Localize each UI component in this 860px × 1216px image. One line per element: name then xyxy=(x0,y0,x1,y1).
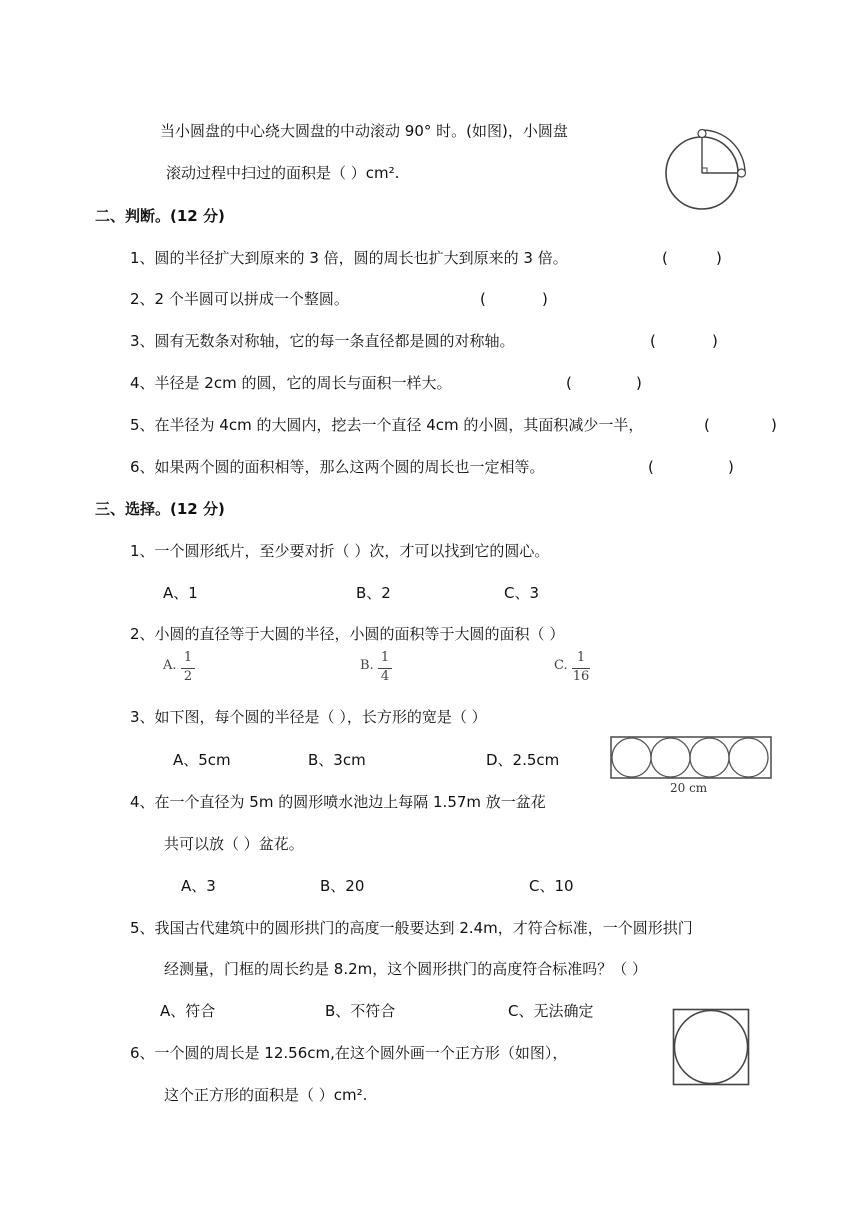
judge-item-5: 5、在半径为 4cm 的大圆内，挖去一个直径 4cm 的小圆，其面积减少一半， xyxy=(130,416,644,434)
q4-option-c[interactable]: C、10 xyxy=(529,877,574,895)
rectangle-outline xyxy=(611,737,771,778)
circle-3 xyxy=(690,738,729,777)
q2-option-a[interactable] xyxy=(163,650,203,690)
q2-option-c[interactable] xyxy=(554,650,602,690)
choice-q6-line-2: 这个正方形的面积是（ ）cm². xyxy=(164,1086,368,1104)
q2-option-b-numerator: 1 xyxy=(380,650,390,665)
circle-1 xyxy=(612,738,651,777)
judge-answer-open-4[interactable]: ( xyxy=(566,374,572,392)
figure-width-caption: 20 cm xyxy=(670,781,708,795)
q3-option-b[interactable]: B、3cm xyxy=(308,751,366,769)
circle-4 xyxy=(729,738,768,777)
rolling-disc-figure xyxy=(663,126,753,216)
judge-item-3: 3、圆有无数条对称轴，它的每一条直径都是圆的对称轴。 xyxy=(130,332,515,350)
q2-option-c-numerator: 1 xyxy=(576,650,586,665)
q4-option-b[interactable]: B、20 xyxy=(320,877,365,895)
q2-option-b-label: B. xyxy=(360,658,374,673)
choice-q4-line-2: 共可以放（ ）盆花。 xyxy=(164,835,304,853)
choice-q6-line-1: 6、一个圆的周长是 12.56cm,在这个圆外画一个正方形（如图）， xyxy=(130,1044,568,1062)
q1-option-b[interactable]: B、2 xyxy=(356,584,391,602)
judge-answer-close-6: ) xyxy=(728,458,734,476)
swept-arc-outer xyxy=(702,130,745,173)
judge-answer-close-3: ) xyxy=(712,332,718,350)
choice-q4-line-1: 4、在一个直径为 5m 的圆形喷水池边上每隔 1.57m 放一盆花 xyxy=(130,793,546,811)
judge-answer-close-4: ) xyxy=(636,374,642,392)
judge-item-6: 6、如果两个圆的面积相等，那么这两个圆的周长也一定相等。 xyxy=(130,458,545,476)
q1-option-c[interactable]: C、3 xyxy=(504,584,540,602)
inscribed-circle xyxy=(675,1011,748,1084)
small-disc-end xyxy=(738,169,746,177)
judge-item-4: 4、半径是 2cm 的圆，它的周长与面积一样大。 xyxy=(130,374,452,392)
four-circles-rectangle-figure xyxy=(610,736,774,782)
intro-line-2: 滚动过程中扫过的面积是（ ）cm². xyxy=(166,164,400,182)
judge-heading: 二、判断。(12 分) xyxy=(95,207,225,225)
q1-option-a[interactable]: A、1 xyxy=(163,584,198,602)
judge-item-1: 1、圆的半径扩大到原来的 3 倍，圆的周长也扩大到原来的 3 倍。 xyxy=(130,249,568,267)
choice-q3: 3、如下图，每个圆的半径是（ ），长方形的宽是（ ） xyxy=(130,708,487,726)
judge-answer-close-2: ) xyxy=(542,290,548,308)
q2-option-a-label: A. xyxy=(163,658,177,673)
q2-option-a-numerator: 1 xyxy=(183,650,193,665)
judge-answer-close-5: ) xyxy=(771,416,777,434)
q5-option-b[interactable]: B、不符合 xyxy=(325,1002,396,1020)
judge-answer-open-3[interactable]: ( xyxy=(650,332,656,350)
q5-option-c[interactable]: C、无法确定 xyxy=(508,1002,594,1020)
right-angle-mark xyxy=(702,168,707,173)
circle-2 xyxy=(651,738,690,777)
q5-option-a[interactable]: A、符合 xyxy=(160,1002,216,1020)
circle-in-square-figure xyxy=(672,1008,752,1088)
judge-item-2: 2、2 个半圆可以拼成一个整圆。 xyxy=(130,290,349,308)
q2-option-b-denominator: 4 xyxy=(380,669,390,684)
choice-q5-line-1: 5、我国古代建筑中的圆形拱门的高度一般要达到 2.4m，才符合标准，一个圆形拱门 xyxy=(130,919,693,937)
judge-answer-close-1: ) xyxy=(716,249,722,267)
choice-q1: 1、一个圆形纸片，至少要对折（ ）次，才可以找到它的圆心。 xyxy=(130,542,550,560)
q3-option-a[interactable]: A、5cm xyxy=(173,751,231,769)
q2-option-c-label: C. xyxy=(554,658,568,673)
judge-answer-open-6[interactable]: ( xyxy=(648,458,654,476)
q2-option-a-denominator: 2 xyxy=(183,669,193,684)
choice-q2: 2、小圆的直径等于大圆的半径，小圆的面积等于大圆的面积（ ） xyxy=(130,625,565,643)
q2-option-c-denominator: 16 xyxy=(572,669,590,684)
choice-heading: 三、选择。(12 分) xyxy=(95,500,225,518)
intro-line-1: 当小圆盘的中心绕大圆盘的中动滚动 90° 时。(如图)，小圆盘 xyxy=(160,122,568,140)
small-disc-start xyxy=(698,130,706,138)
judge-answer-open-2[interactable]: ( xyxy=(480,290,486,308)
q3-option-d[interactable]: D、2.5cm xyxy=(486,751,560,769)
choice-q5-line-2: 经测量，门框的周长约是 8.2m，这个圆形拱门的高度符合标准吗？（ ） xyxy=(164,960,648,978)
q4-option-a[interactable]: A、3 xyxy=(181,877,216,895)
q2-option-b[interactable] xyxy=(360,650,400,690)
judge-answer-open-1[interactable]: ( xyxy=(662,249,668,267)
judge-answer-open-5[interactable]: ( xyxy=(704,416,710,434)
